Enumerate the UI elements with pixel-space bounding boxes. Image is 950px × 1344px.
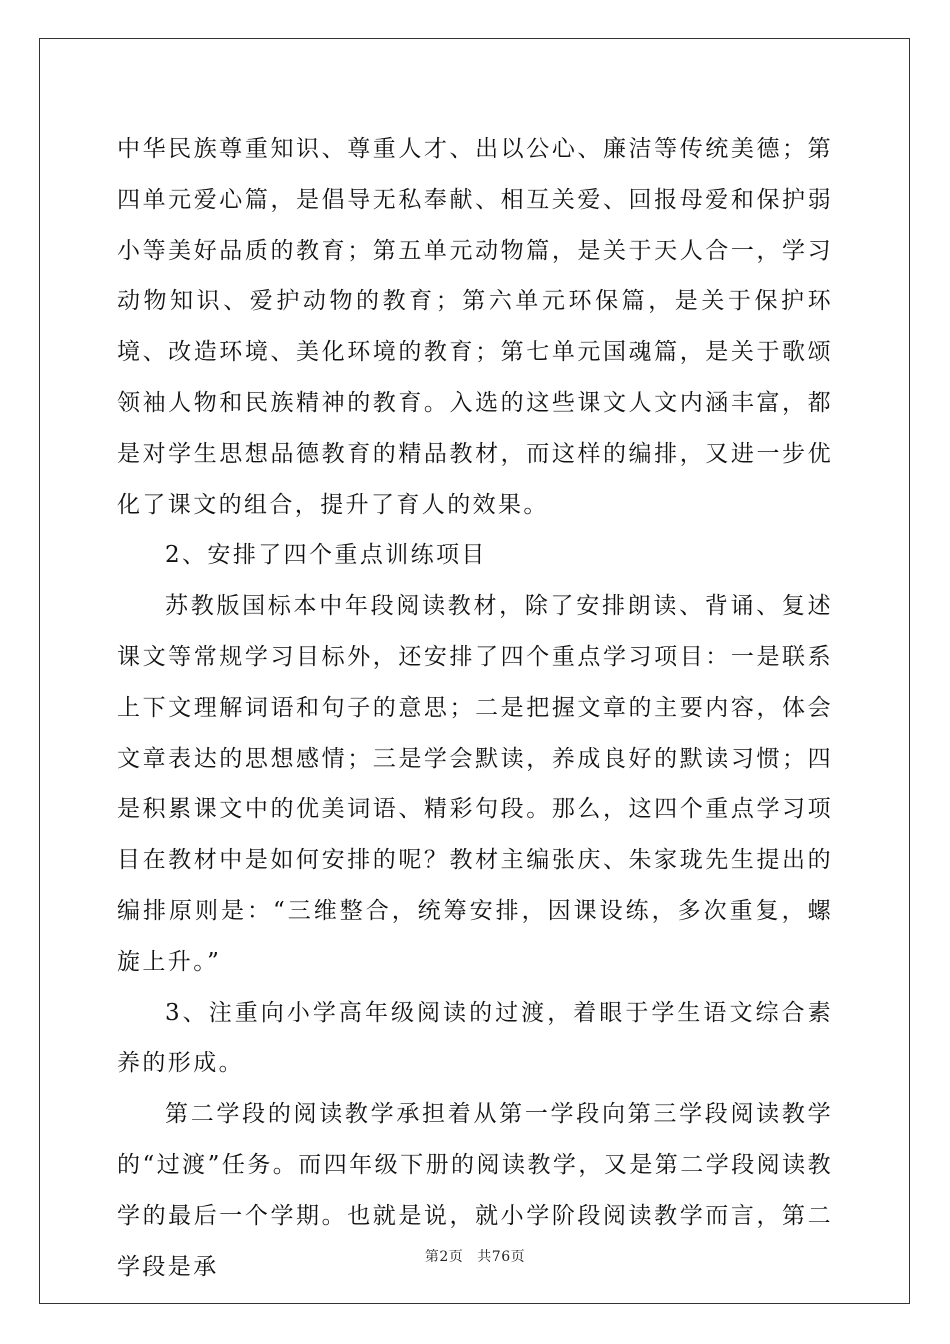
paragraph-training-items: 苏教版国标本中年段阅读教材，除了安排朗读、背诵、复述课文等常规学习目标外，还安排了四个重点学习项目：一是联系上下文理解词语和句子的意思；二是把握文章的主要内容，体会文章表达的思想感情；三是学会默读，养成良好的默读习惯；四是积累课文中的优美词语、精彩句段。那么，这四个重点学习项目在教材中是如何安排的呢？教材主编张庆、朱家珑先生提出的编排原则是：“三维整合，统筹安排，因课设练，多次重复，螺旋上升。” (117, 593, 833, 975)
page-number: 第2页 (424, 1249, 464, 1265)
page-total: 共76页 (477, 1249, 526, 1265)
paragraph-continued: 中华民族尊重知识、尊重人才、出以公心、廉洁等传统美德；第四单元爱心篇，是倡导无私奉献、相互关爱、回报母爱和保护弱小等美好品质的教育；第五单元动物篇，是关于天人合一，学习动物知识、爱护动物的教育；第六单元环保篇，是关于保护环境、改造环境、美化环境的教育；第七单元国魂篇，是关于歌颂领袖人物和民族精神的教育。入选的这些课文人文内涵丰富，都是对学生思想品德教育的精品教材，而这样的编排，又进一步优化了课文的组合，提升了育人的效果。 (117, 136, 833, 518)
section-heading-2: 2、安排了四个重点训练项目 (165, 542, 487, 569)
section-heading-3: 3、注重向小学高年级阅读的过渡，着眼于学生语文综合素养的形成。 (117, 999, 833, 1077)
document-body (117, 124, 833, 1292)
page-footer (0, 1246, 950, 1266)
paragraph-transition: 第二学段的阅读教学承担着从第一学段向第三学段阅读教学的“过渡”任务。而四年级下册的阅读教学，又是第二学段阅读教学的最后一个学期。也就是说，就小学阶段阅读教学而言，第二学段是承 (117, 1101, 833, 1280)
